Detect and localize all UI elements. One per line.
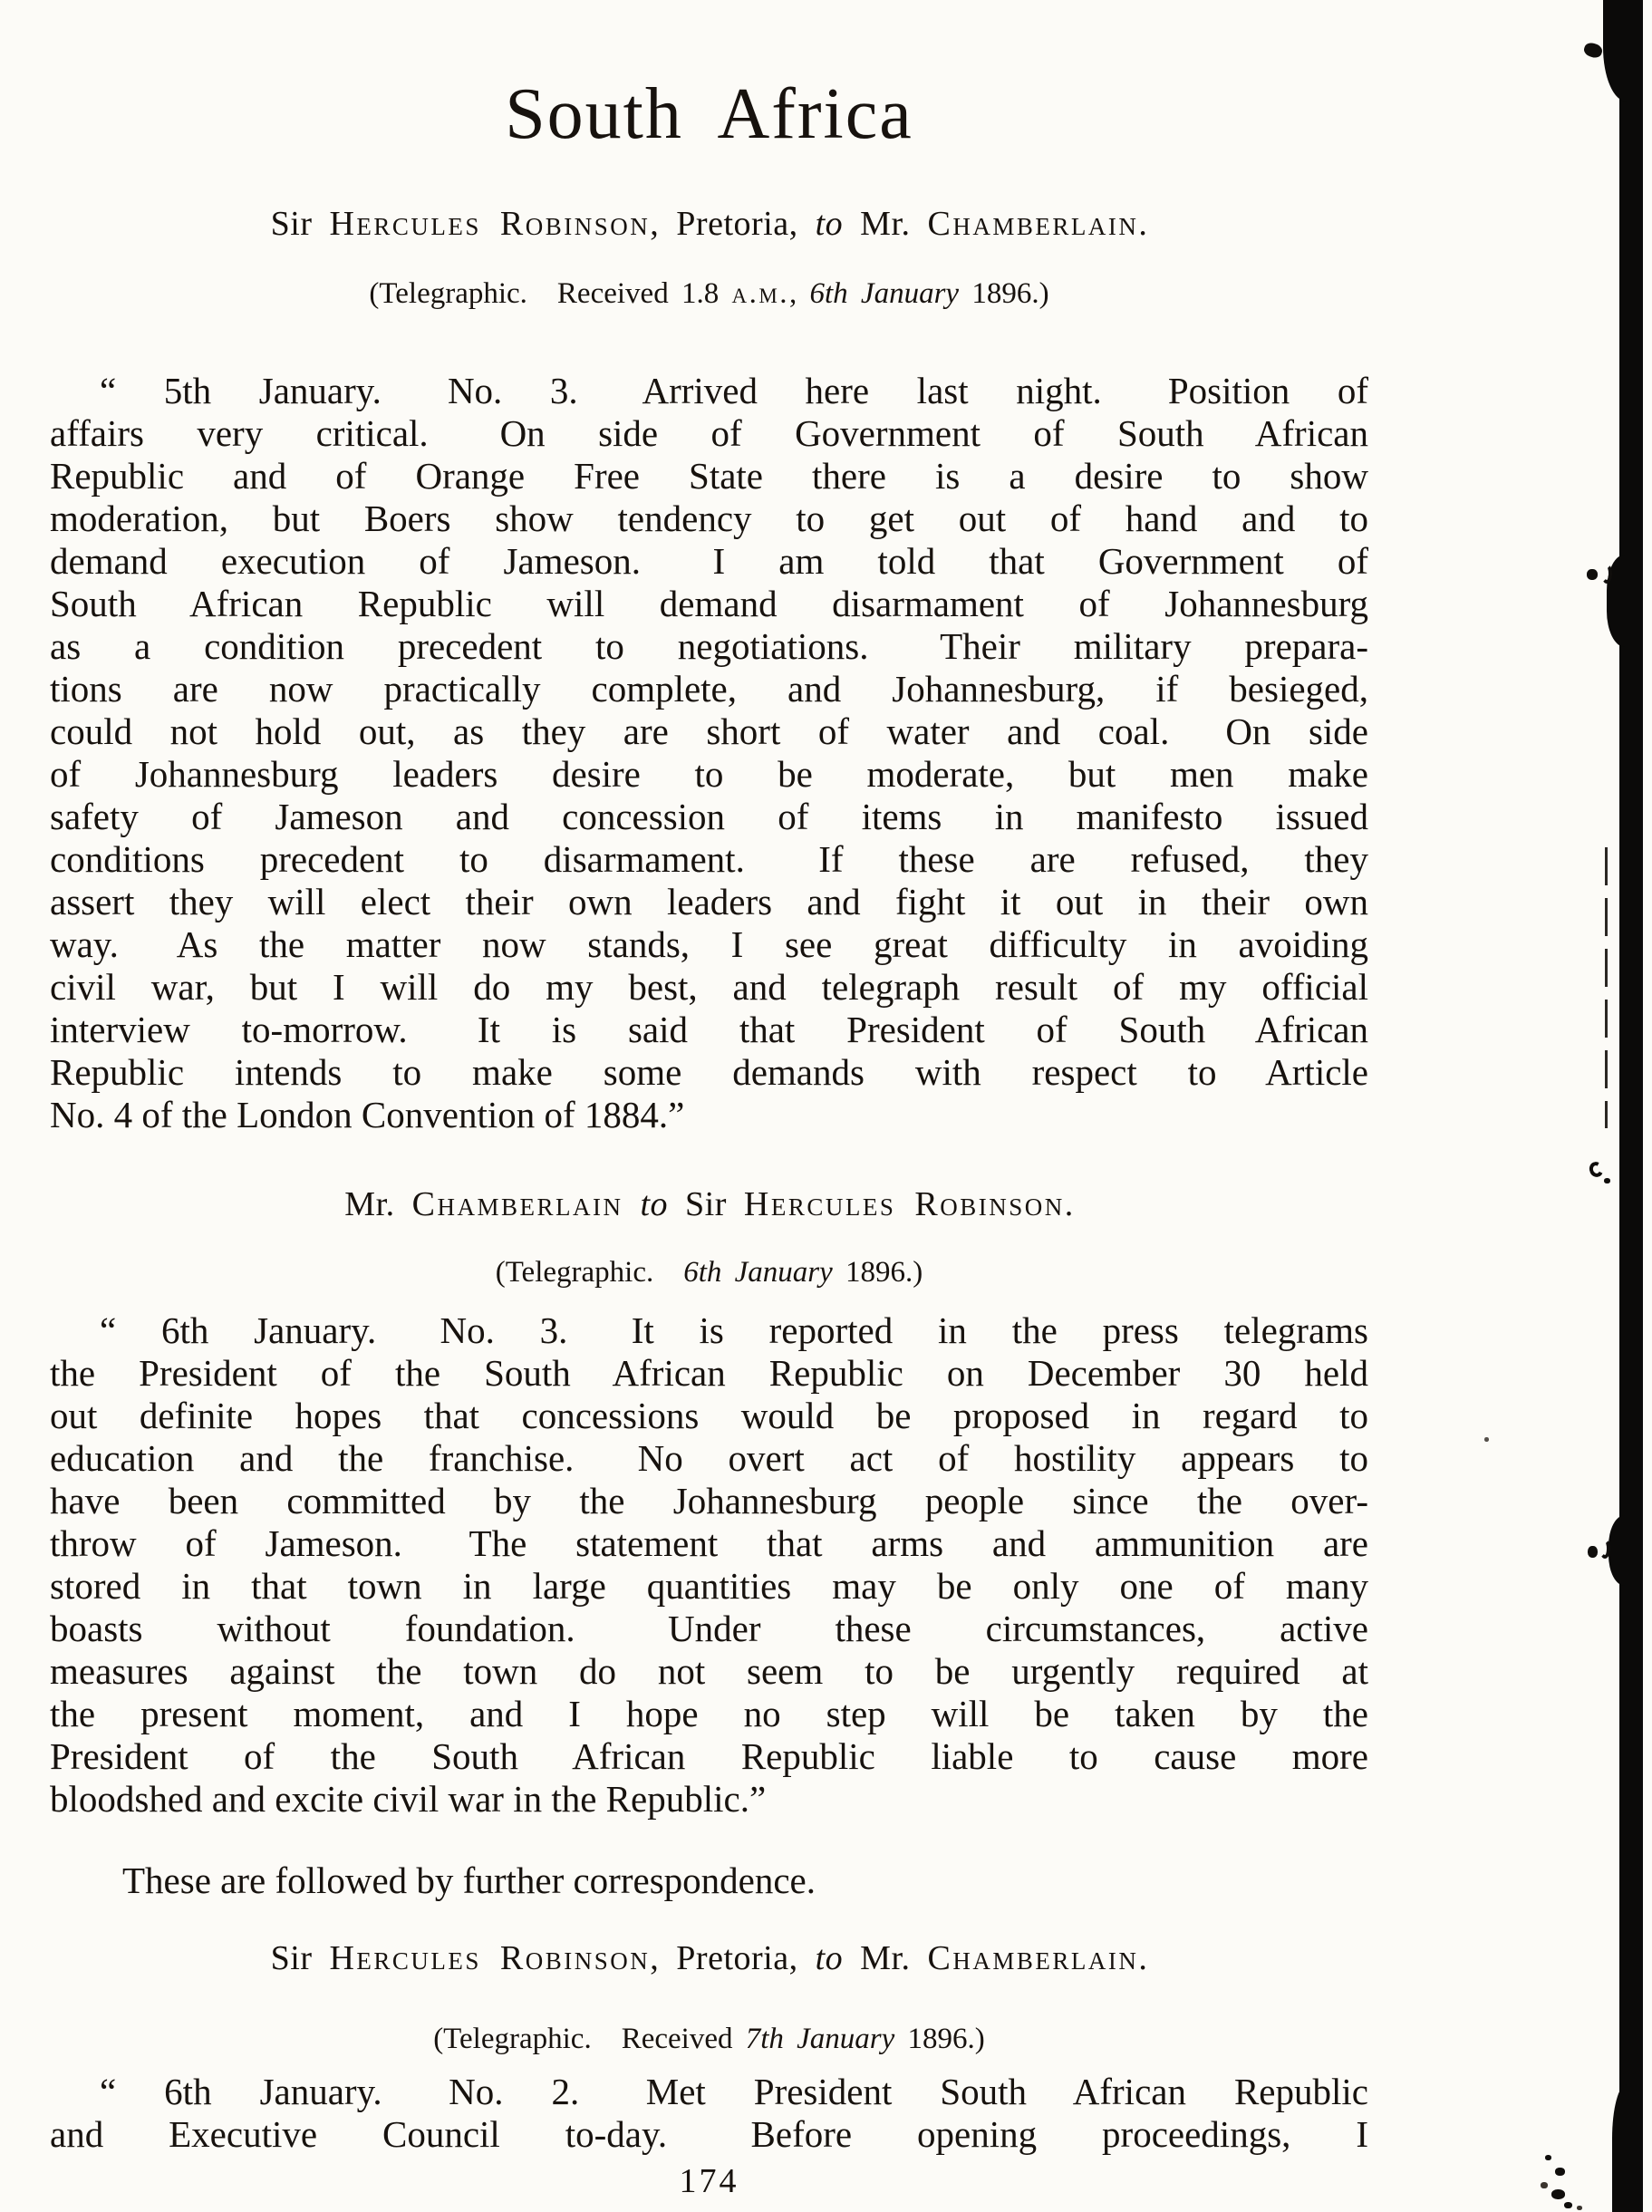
text-line: way. As the matter now stands, I see great difficulty in avoiding [50,923,1368,965]
text-line: stored in that town in large quantities may be only one of many [50,1565,1368,1607]
scan-speck [1588,1546,1598,1558]
text-segment: (Telegraphic. [495,1256,654,1289]
text-line: the present moment, and I hope no step will be taken by the [50,1693,1368,1734]
text-line: No. 4 of the London Convention of 1884.” [50,1094,685,1135]
text-segment: 1896.) [894,2023,985,2055]
letter-2-body [50,1309,1368,1821]
binding-bulge [1607,555,1643,647]
text-segment: . [1138,1939,1148,1977]
scan-speck [1484,1437,1489,1442]
text-line: out definite hopes that concessions would be proposed in regard to [50,1395,1368,1436]
text-line: education and the franchise. No overt act of hostility appears to [50,1437,1368,1479]
letter-1-dateline [50,276,1368,313]
text-line: and Executive Council to-day. Before opening proceedings, I [50,2113,1368,2155]
text-line: Republic and of Orange Free State there is a desire to show [50,455,1368,497]
text-segment: Sir [270,205,330,243]
text-line: throw of Jameson. The statement that arms and ammunition are [50,1522,1368,1564]
text-segment: Hercules Robinson [329,1939,651,1977]
text-line: bloodshed and excite civil war in the Republic.” [50,1778,767,1820]
text-line: boasts without foundation. Under these circumstances, active [50,1608,1368,1649]
text-segment: Chamberlain [411,1185,623,1223]
text-line: as a condition precedent to negotiations. Their military prepara- [50,625,1368,667]
text-segment [653,1256,683,1289]
scan-speck [1551,2189,1565,2199]
text-line: measures against the town do not seem to be urgently required at [50,1650,1368,1692]
text-segment: Sir [270,1939,330,1977]
text-segment: 6th January [683,1256,833,1289]
editorial-note: These are followed by further correspondence. [122,1859,816,1901]
text-line: Republic intends to make some demands with respect to Article [50,1051,1368,1093]
text-segment: . [1138,205,1148,243]
text-line: could not hold out, as they are short of water and coal. On side [50,710,1368,752]
page-number: 174 [679,2162,739,2200]
text-segment: Chamberlain [927,1939,1139,1977]
text-segment: Received 1.8 [556,277,732,310]
page-title: South Africa [505,74,913,154]
letter-3-body [50,2071,1368,2156]
text-line: of Johannesburg leaders desire to be moderate, but men make [50,753,1368,795]
scan-speck [1582,41,1604,59]
letter-3-dateline [50,2022,1368,2058]
text-line: the President of the South African Republic on December 30 held [50,1352,1368,1394]
letter-2-heading [50,1184,1368,1226]
text-segment: (Telegraphic. [369,277,527,310]
scan-speck [1601,564,1612,584]
text-segment [527,277,557,310]
text-line: President of the South African Republic liable to cause more [50,1735,1368,1777]
scan-speck [1545,2155,1551,2160]
scan-speck [1599,1539,1610,1559]
text-line: “ 5th January. No. 3. Arrived here last night. Position of [100,370,1368,411]
scan-speck [1577,2206,1582,2210]
text-segment: 1896.) [959,277,1049,310]
text-segment: Hercules Robinson [329,205,651,243]
text-segment: Received [621,2023,746,2055]
text-line: “ 6th January. No. 3. It is reported in the press telegrams [100,1309,1368,1351]
text-segment: , [789,277,810,310]
text-segment: (Telegraphic. [433,2023,592,2055]
text-segment: . [1064,1185,1074,1223]
text-segment: Mr. [843,1939,928,1977]
text-segment: , Pretoria, [650,205,816,243]
text-line: conditions precedent to disarmament. If these are refused, they [50,838,1368,880]
text-line: tions are now practically complete, and Johannesburg, if besieged, [50,668,1368,710]
binding-bulge [1603,0,1643,101]
text-segment: to [815,1939,844,1977]
text-segment: , Pretoria, [650,1939,816,1977]
letter-1-heading [50,204,1368,246]
text-line: civil war, but I will do my best, and telegraph result of my official [50,966,1368,1008]
text-line: interview to-morrow. It is said that President of South African [50,1009,1368,1050]
text-line: “ 6th January. No. 2. Met President South African Republic [100,2071,1368,2112]
text-segment: to [640,1185,669,1223]
text-segment: Mr. [843,205,928,243]
binding-bulge [1609,1515,1643,1586]
text-line: moderation, but Boers show tendency to get out of hand and to [50,497,1368,539]
scan-speck [1587,569,1598,580]
scan-speck [1604,1178,1610,1183]
text-line: have been committed by the Johannesburg people since the over- [50,1480,1368,1521]
text-line: safety of Jameson and concession of items in manifesto issued [50,796,1368,837]
letter-2-dateline [50,1255,1368,1291]
binding-bulge [1612,2084,1643,2212]
text-segment: Mr. [344,1185,412,1223]
scan-speck [1564,2202,1572,2208]
letter-3-heading [50,1938,1368,1980]
letter-1-body [50,370,1368,1136]
text-line: affairs very critical. On side of Government of South African [50,412,1368,454]
scan-speck [1541,2182,1548,2188]
text-segment: Chamberlain [927,205,1139,243]
text-segment: a.m. [731,277,790,310]
text-line: South African Republic will demand disarmament of Johannesburg [50,583,1368,624]
scan-speck [1588,1160,1606,1179]
text-segment: 6th January [809,277,960,310]
text-line: assert they will elect their own leaders and fight it out in their own [50,881,1368,922]
scan-hairline [1605,847,1608,1128]
text-segment: Sir [668,1185,744,1223]
text-segment [592,2023,622,2055]
text-segment: 7th January [745,2023,895,2055]
text-segment: Hercules Robinson [743,1185,1065,1223]
scan-speck [1555,2168,1565,2176]
text-segment: to [815,205,844,243]
text-segment [623,1185,640,1223]
book-binding-bar [1619,0,1643,2212]
text-line: demand execution of Jameson. I am told that Government of [50,540,1368,582]
text-segment: 1896.) [832,1256,923,1289]
